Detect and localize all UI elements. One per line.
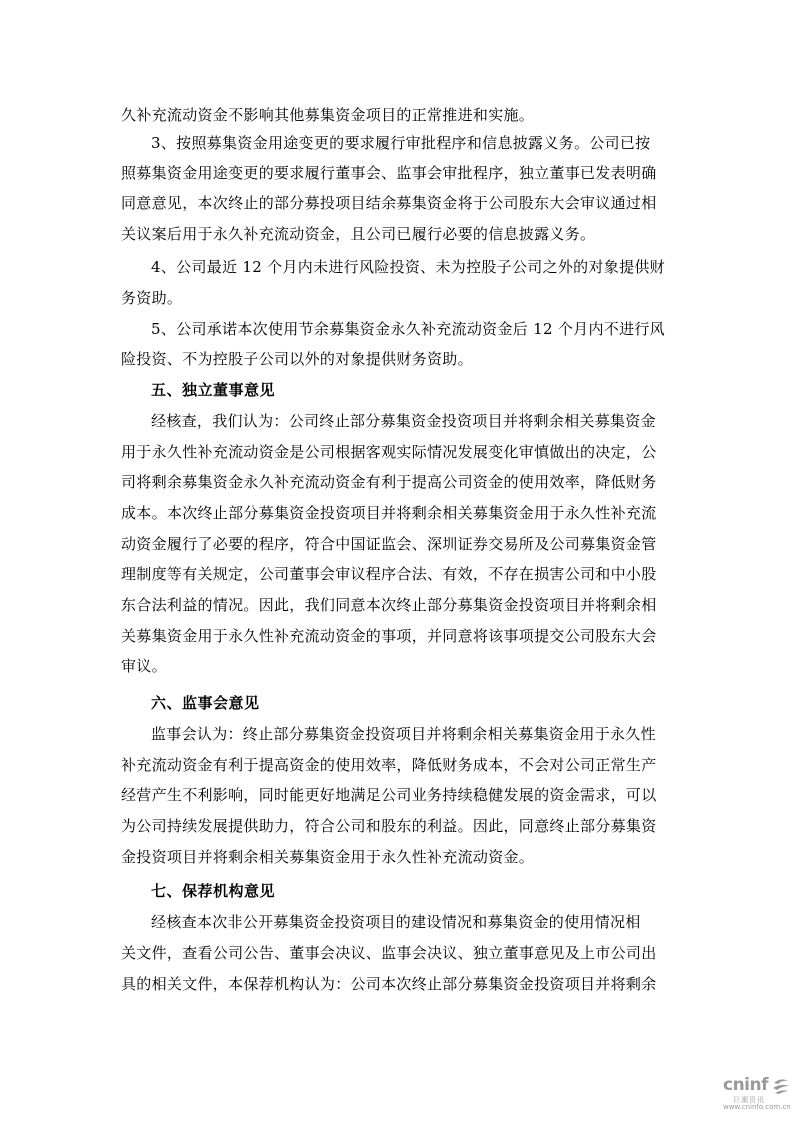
logo-text: cninf <box>723 1075 769 1095</box>
paragraph-line: 具的相关文件，本保荐机构认为：公司本次终止部分募集资金投资项目并将剩余 <box>121 975 657 993</box>
paragraph-line: 5、公司承诺本次使用节余募集资金永久补充流动资金后 12 个月内不进行风 <box>151 320 665 338</box>
paragraph-line: 经核查，我们认为：公司终止部分募集资金投资项目并将剩余相关募集资金 <box>151 412 656 430</box>
paragraph-line: 久补充流动资金不影响其他募集资金项目的正常推进和实施。 <box>121 106 535 124</box>
paragraph-line: 审议。 <box>121 657 167 675</box>
paragraph-line: 关议案后用于永久补充流动资金，且公司已履行必要的信息披露义务。 <box>121 225 596 243</box>
paragraph-line: 补充流动资金有利于提高资金的使用效率，降低财务成本，不会对公司正常生产 <box>121 756 657 774</box>
paragraph-line: 务资助。 <box>121 289 183 307</box>
paragraph-line: 4、公司最近 12 个月内未进行风险投资、未为控股子公司之外的对象提供财 <box>151 258 665 276</box>
paragraph-line: 同意意见，本次终止的部分募投项目结余募集资金将于公司股东大会审议通过相 <box>121 194 657 212</box>
paragraph-line: 理制度等有关规定，公司董事会审议程序合法、有效，不存在损害公司和中小股 <box>121 565 657 583</box>
paragraph-line: 险投资、不为控股子公司以外的对象提供财务资助。 <box>121 350 473 368</box>
paragraph-line: 成本。本次终止部分募集资金投资项目并将剩余相关募集资金用于永久性补充流 <box>121 504 657 522</box>
section-heading: 六、监事会意见 <box>151 694 260 712</box>
section-heading: 七、保荐机构意见 <box>151 882 276 900</box>
paragraph-line: 经营产生不利影响，同时能更好地满足公司业务持续稳健发展的资金需求，可以 <box>121 786 657 804</box>
logo-chinese-name: 巨潮资讯 <box>733 1096 765 1104</box>
paragraph-line: 3、按照募集资金用途变更的要求履行审批程序和信息披露义务。公司已按 <box>151 134 651 152</box>
section-heading: 五、独立董事意见 <box>151 381 276 399</box>
paragraph-line: 用于永久性补充流动资金是公司根据客观实际情况发展变化审慎做出的决定，公 <box>121 443 657 461</box>
paragraph-line: 关募集资金用于永久性补充流动资金的事项，并同意将该事项提交公司股东大会 <box>121 627 657 645</box>
paragraph-line: 司将剩余募集资金永久补充流动资金有利于提高公司资金的使用效率，降低财务 <box>121 473 657 491</box>
paragraph-line: 金投资项目并将剩余相关募集资金用于永久性补充流动资金。 <box>121 848 535 866</box>
paragraph-line: 东合法利益的情况。因此，我们同意本次终止部分募集资金投资项目并将剩余相 <box>121 596 657 614</box>
paragraph-line: 照募集资金用途变更的要求履行董事会、监事会审批程序，独立董事已发表明确 <box>121 164 657 182</box>
paragraph-line: 经核查本次非公开募集资金投资项目的建设情况和募集资金的使用情况相 <box>151 913 641 931</box>
cninfo-mark-icon <box>771 1077 791 1095</box>
paragraph-line: 动资金履行了必要的程序，符合中国证监会、深圳证券交易所及公司募集资金管 <box>121 535 657 553</box>
cninfo-logo <box>723 1075 793 1115</box>
paragraph-line: 为公司持续发展提供助力，符合公司和股东的利益。因此，同意终止部分募集资 <box>121 817 657 835</box>
logo-url: www.cninfo.com.cn <box>723 1103 791 1111</box>
paragraph-line: 监事会认为：终止部分募集资金投资项目并将剩余相关募集资金用于永久性 <box>151 725 656 743</box>
paragraph-line: 关文件，查看公司公告、董事会决议、监事会决议、独立董事意见及上市公司出 <box>121 944 657 962</box>
